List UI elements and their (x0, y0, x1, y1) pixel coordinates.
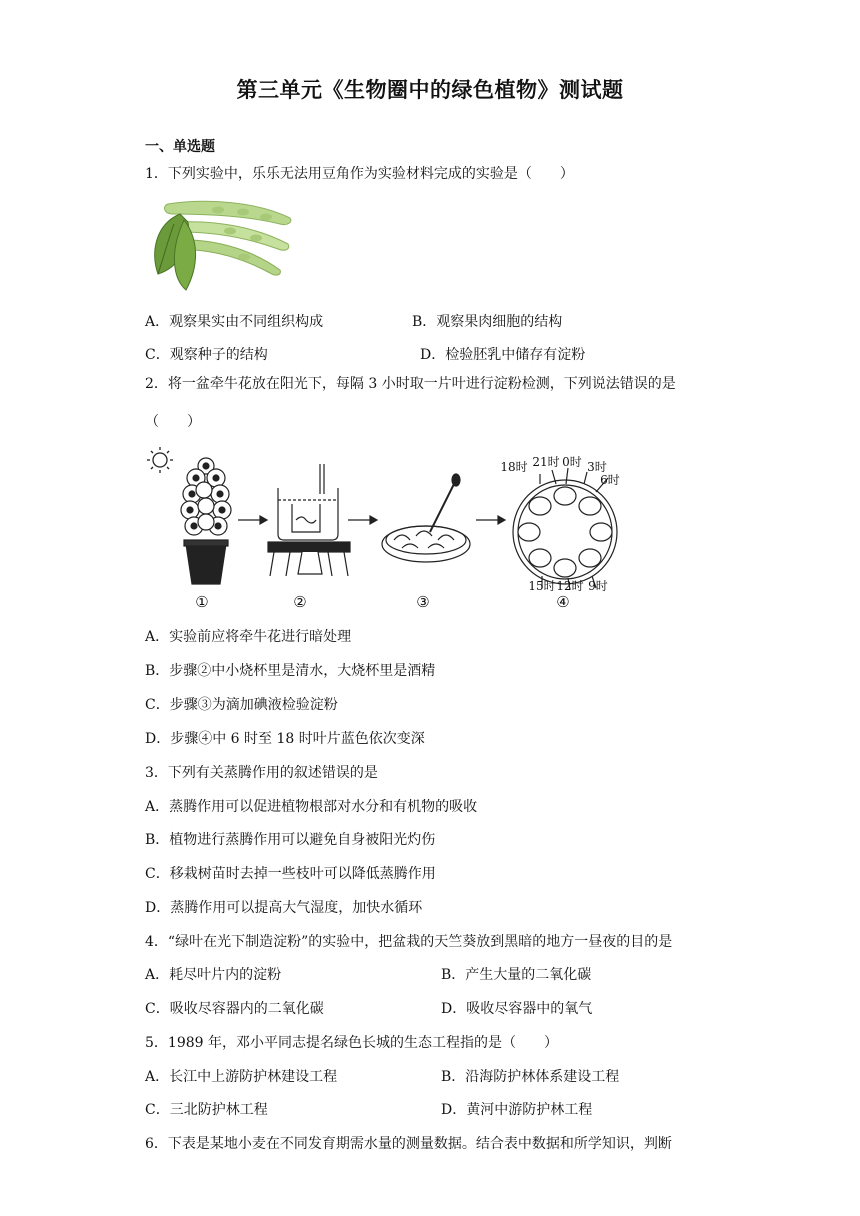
q4-option-b: B．产生大量的二氧化碳 (441, 967, 592, 983)
q3-option-c: C．移栽树苗时去掉一些枝叶可以降低蒸腾作用 (145, 866, 436, 882)
q2-option-c: C．步骤③为滴加碘液检验淀粉 (145, 697, 338, 713)
q1-stem: 1．下列实验中，乐乐无法用豆角作为实验材料完成的实验是（ ） (145, 166, 574, 182)
arrow-right-icon (348, 516, 377, 524)
q3-option-a: A．蒸腾作用可以促进植物根部对水分和有机物的吸收 (145, 799, 478, 815)
time-label: 6时 (600, 473, 620, 487)
page-title: 第三单元《生物圈中的绿色植物》测试题 (236, 78, 624, 102)
q5-option-d: D．黄河中游防护林工程 (441, 1102, 593, 1118)
q4-option-d: D．吸收尽容器中的氧气 (441, 1001, 593, 1017)
q1-option-d: D．检验胚乳中储存有淀粉 (420, 347, 586, 363)
water-bath-beaker-icon (268, 464, 350, 576)
arrow-right-icon (238, 516, 267, 524)
step-label: ② (293, 593, 307, 611)
step-label: ④ (556, 593, 570, 611)
q2-stem: 2．将一盆牵牛花放在阳光下，每隔 3 小时取一片叶进行淀粉检测，下列说法错误的是 (145, 376, 676, 392)
potted-plant-icon (181, 458, 231, 584)
q4-option-a: A．耗尽叶片内的淀粉 (145, 967, 282, 983)
q2-option-d: D．步骤④中 6 时至 18 时叶片蓝色依次变深 (145, 731, 425, 747)
q6-stem: 6．下表是某地小麦在不同发育期需水量的测量数据。结合表中数据和所学知识，判断 (145, 1136, 672, 1152)
q5-stem: 5．1989 年，邓小平同志提名绿色长城的生态工程指的是（ ） (145, 1035, 558, 1051)
q3-stem: 3．下列有关蒸腾作用的叙述错误的是 (145, 765, 378, 781)
q5-option-b: B．沿海防护林体系建设工程 (441, 1069, 620, 1085)
arrow-right-icon (476, 516, 505, 524)
petri-dish-dropper-icon (382, 474, 470, 562)
q3-option-b: B．植物进行蒸腾作用可以避免自身被阳光灼伤 (145, 832, 436, 848)
time-label: 0时 (562, 455, 582, 469)
q2-paren: （ ） (145, 414, 201, 430)
q5-option-c: C．三北防护林工程 (145, 1102, 268, 1118)
q4-stem: 4．“绿叶在光下制造淀粉”的实验中，把盆栽的天竺葵放到黑暗的地方一昼夜的目的是 (145, 934, 673, 950)
time-label: 12时 (556, 579, 584, 593)
q1-option-a: A．观察果实由不同组织构成 (145, 314, 324, 330)
q1-option-c: C．观察种子的结构 (145, 347, 268, 363)
time-label: 18时 (500, 460, 528, 474)
q2-option-b: B．步骤②中小烧杯里是清水，大烧杯里是酒精 (145, 663, 436, 679)
q3-option-d: D．蒸腾作用可以提高大气湿度，加快水循环 (145, 900, 423, 916)
step-label: ① (195, 593, 209, 611)
time-label: 15时 (528, 579, 556, 593)
green-bean-pods-image (148, 194, 298, 294)
time-label: 21时 (532, 455, 560, 469)
step-label: ③ (416, 593, 430, 611)
section-heading: 一、单选题 (145, 139, 215, 155)
time-label: 9时 (588, 579, 608, 593)
sun-icon (147, 447, 173, 473)
q4-option-c: C．吸收尽容器内的二氧化碳 (145, 1001, 324, 1017)
time-label: 3时 (587, 460, 607, 474)
q2-experiment-figure (140, 444, 630, 614)
q2-option-a: A．实验前应将牵牛花进行暗处理 (145, 629, 352, 645)
q5-option-a: A．长江中上游防护林建设工程 (145, 1069, 338, 1085)
q1-option-b: B．观察果肉细胞的结构 (412, 314, 563, 330)
